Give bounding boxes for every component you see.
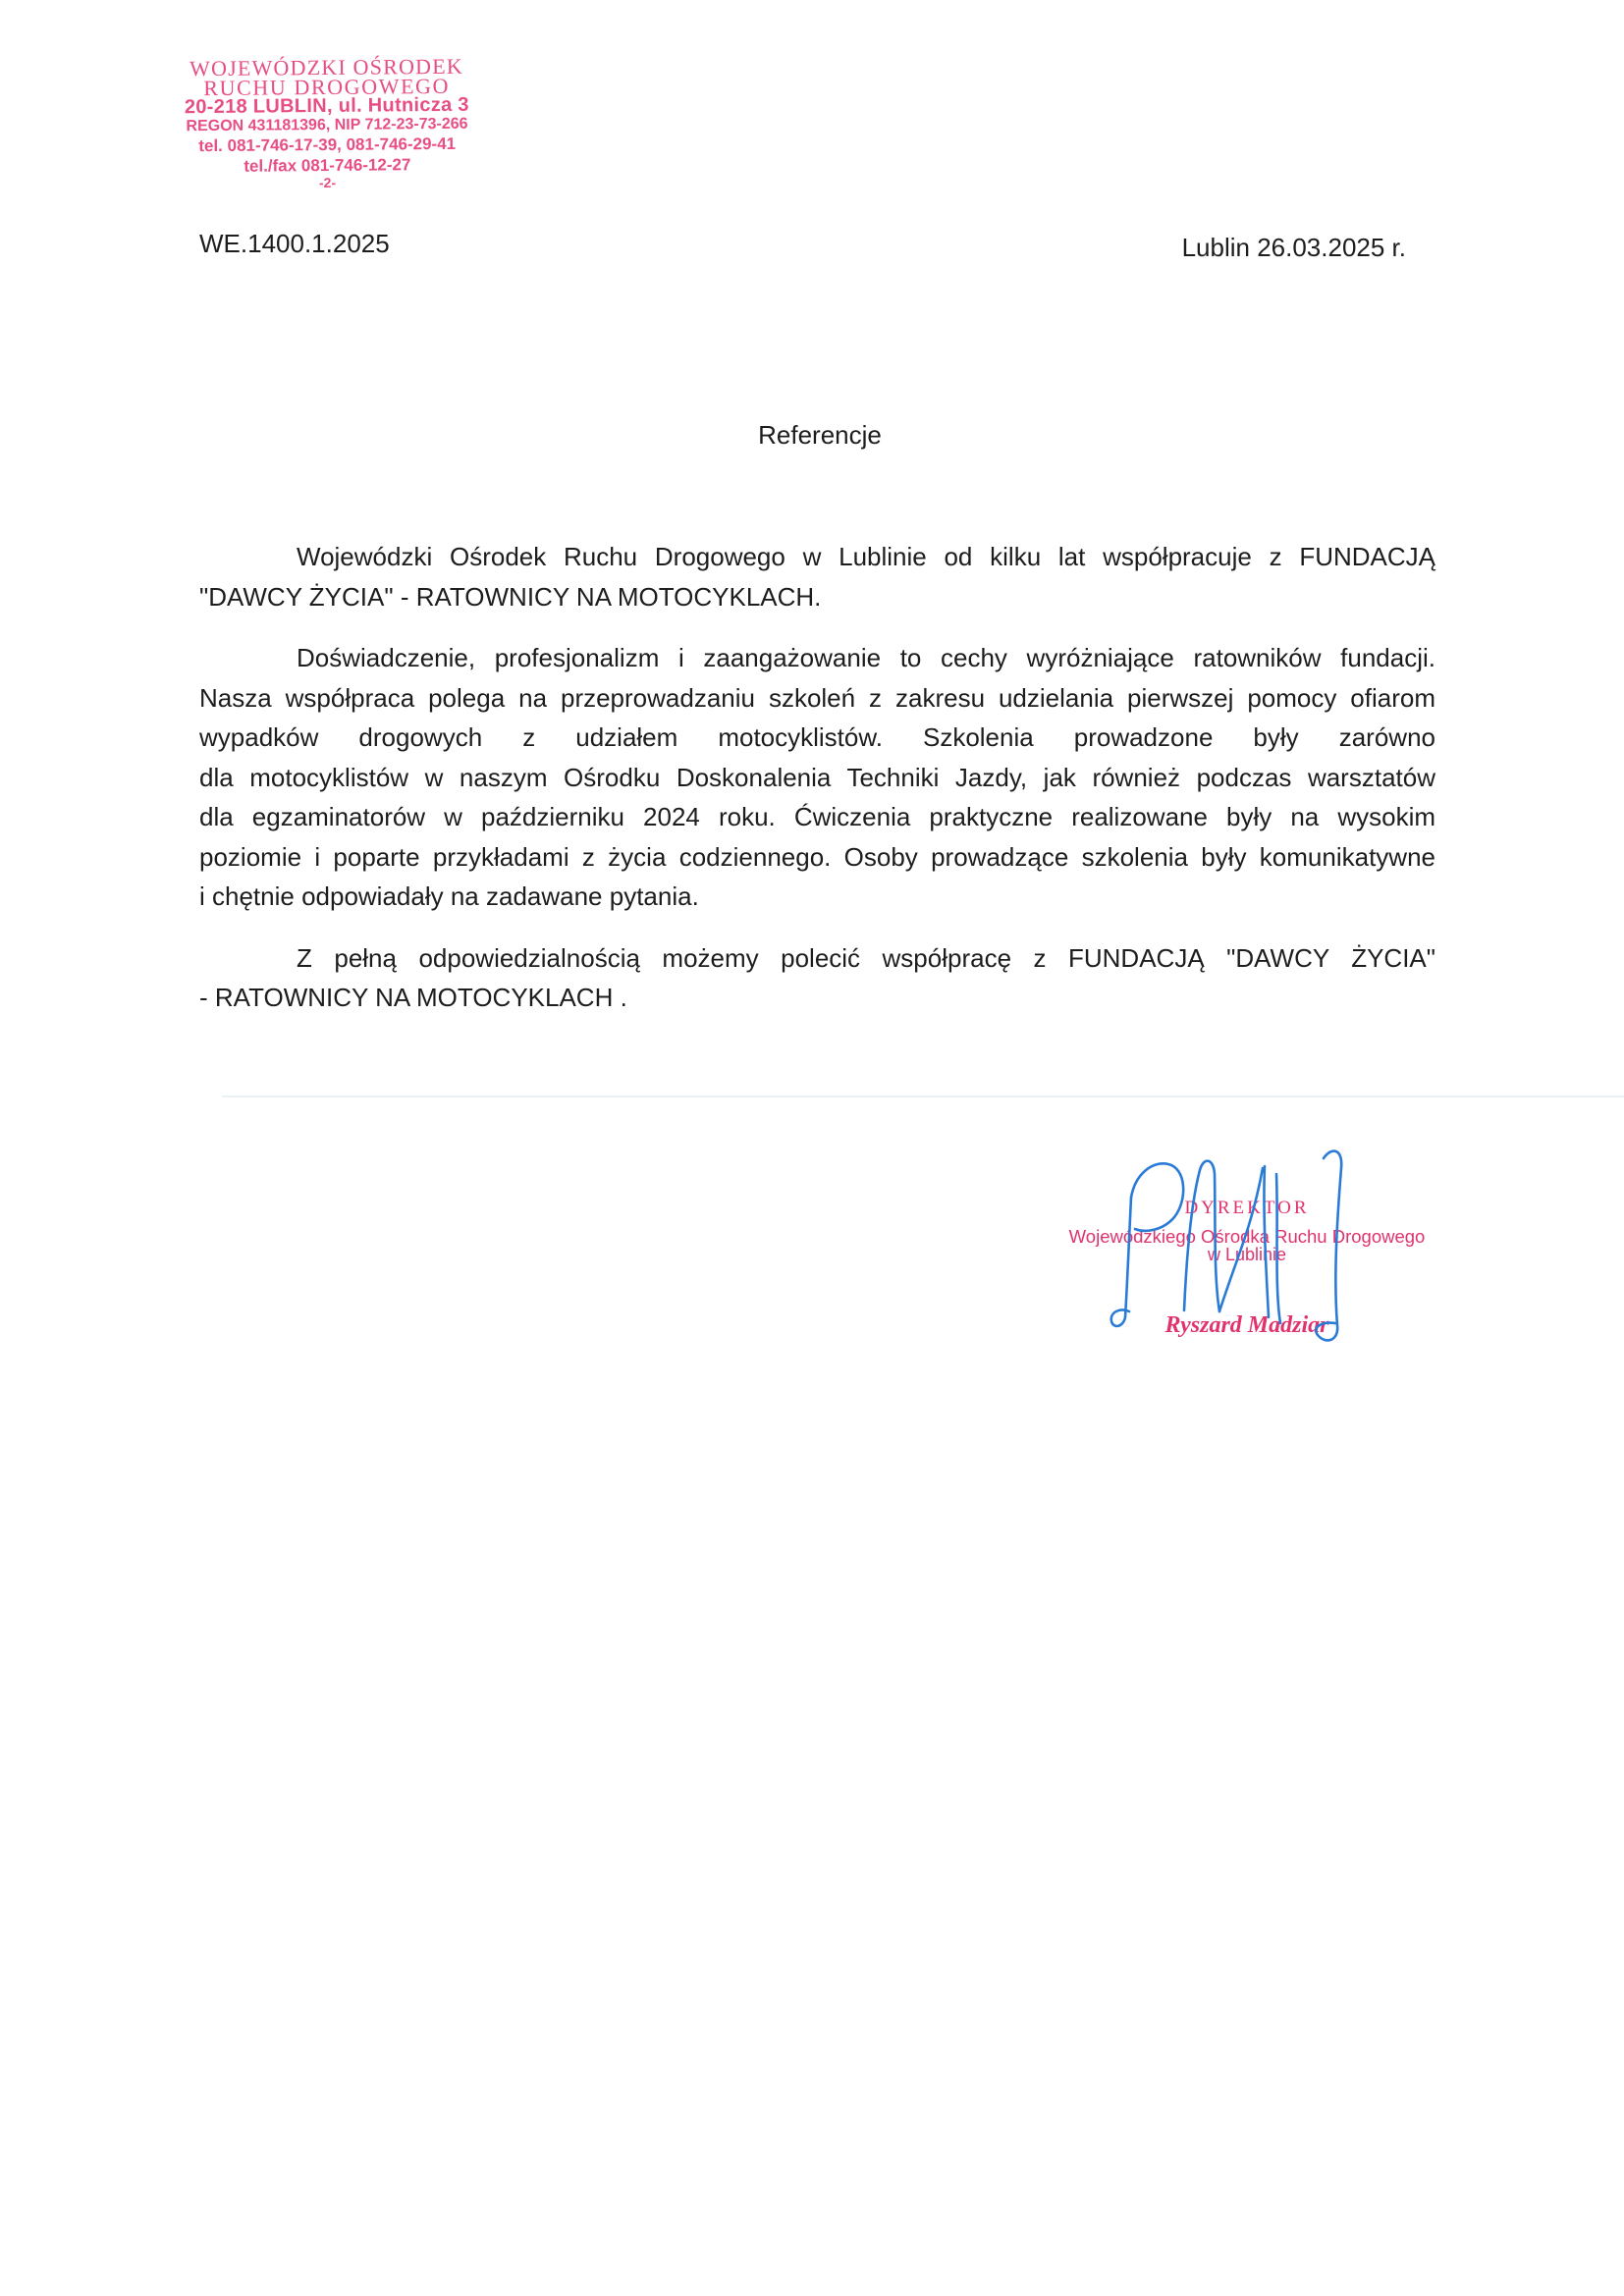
scan-artifact-line <box>222 1095 1624 1097</box>
paragraph-line: Doświadczenie, profesjonalizm i zaangażowanie to cechy wyróżniające ratowników fundacji. <box>297 643 1435 672</box>
stamp-line-address: 20-218 LUBLIN, ul. Hutnicza 3 <box>184 93 469 119</box>
paragraph-line: - RATOWNICY NA MOTOCYKLACH . <box>199 983 627 1012</box>
stamp-line-institution-cont: RUCHU DROGOWEGO <box>203 73 451 101</box>
signature-stamp-title: DYREKTOR <box>1184 1198 1310 1218</box>
document-title: Referencje <box>758 420 882 450</box>
reference-number: WE.1400.1.2025 <box>199 229 390 258</box>
paragraph-line: i chętnie odpowiadały na zadawane pytania. <box>199 881 699 911</box>
signature-stamp-organization: Wojewódzkiego Ośrodka Ruchu Drogowego <box>1068 1226 1426 1247</box>
stamp-line-institution: WOJEWÓDZKI OŚRODEK <box>189 53 464 81</box>
paragraph-line: Z pełną odpowiedzialnością możemy polecić współpracę z FUNDACJĄ "DAWCY ŻYCIA" <box>297 942 1435 973</box>
letterhead-stamp <box>154 53 499 191</box>
body-paragraph-2 <box>199 638 1435 917</box>
paragraph-line: Wojewódzki Ośrodek Ruchu Drogowego w Lublinie od kilku lat współpracuje z FUNDACJĄ <box>297 542 1435 571</box>
letter-body <box>199 537 1435 1018</box>
place-date: Lublin 26.03.2025 r. <box>1181 233 1406 262</box>
signature-stamp-name: Ryszard Madziar <box>1164 1312 1329 1338</box>
body-paragraph-1 <box>199 537 1435 616</box>
paragraph-line: "DAWCY ŻYCIA" - RATOWNICY NA MOTOCYKLACH. <box>199 581 822 612</box>
paragraph-line: poziomie i poparte przykładami z życia codziennego. Osoby prowadzące szkolenia były komunikatywne <box>199 841 1435 872</box>
paragraph-line: dla motocyklistów w naszym Ośrodku Doskonalenia Techniki Jazdy, jak również podczas warsztatów <box>199 762 1435 792</box>
stamp-line-phone: tel. 081-746-17-39, 081-746-29-41 <box>198 133 457 156</box>
signature-stamp-city: w Lublinie <box>1207 1245 1287 1264</box>
paragraph-line: wypadków drogowych z udziałem motocyklistów. Szkolenia prowadzone były zarówno <box>199 722 1435 752</box>
paragraph-line: dla egzaminatorów w październiku 2024 roku. Ćwiczenia praktyczne realizowane były na wysokim <box>199 802 1435 831</box>
stamp-line-regon-nip: REGON 431181396, NIP 712-23-73-266 <box>186 115 468 135</box>
paragraph-line: Nasza współpraca polega na przeprowadzaniu szkoleń z zakresu udzielania pierwszej pomocy ofiarom <box>199 682 1435 713</box>
body-paragraph-3 <box>199 938 1435 1018</box>
stamp-line-fax: tel./fax 081-746-12-27 <box>244 154 411 176</box>
stamp-line-number: -2- <box>318 174 337 191</box>
